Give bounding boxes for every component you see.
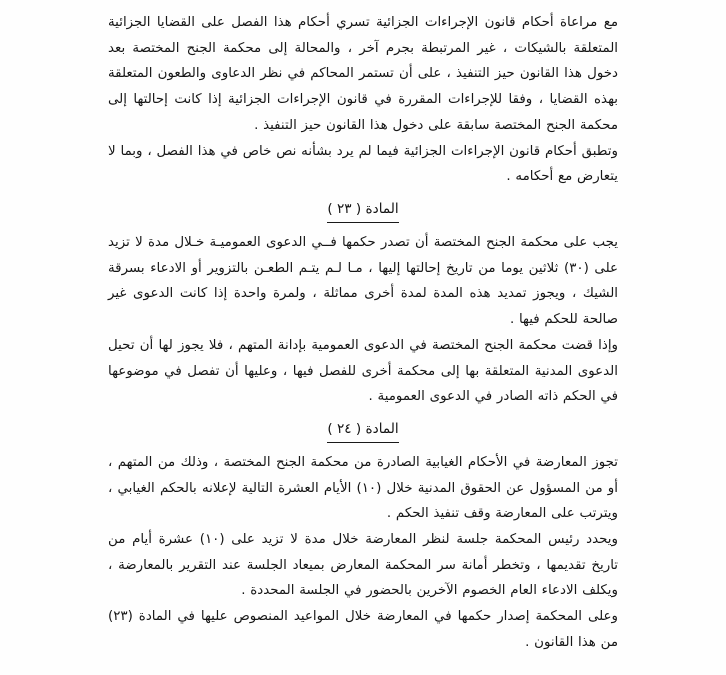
article-24-section: [108, 450, 618, 656]
intro-paragraph-2: وتطبق أحكام قانون الإجراءات الجزائية فيما لم يرد بشأنه نص خاص في هذا الفصل ، وبما لا يتعارض مع أحكامه .: [108, 143, 618, 185]
article-23-paragraph-2: وإذا قضت محكمة الجنح المختصة في الدعوى العمومية بإدانة المتهم ، فلا يجوز لها أن تحيل الدعوى المدنية المتعلقة بها إلى محكمة أخرى للفصل فيها ، وعليها أن تفصل في موضوعها في الحكم ذاته الصادر في الدعوى العمومية .: [108, 337, 618, 405]
article-23-paragraph-1: يجب على محكمة الجنح المختصة أن تصدر حكمها فــي الدعوى العموميـة خـلال مدة لا تزيد على (٣٠) ثلاثين يوما من تاريخ إحالتها إليها ، مـا لـم يتـم الطعـن بالتزوير أو الادعاء بسرقة الشيك ، ويجوز تمديد هذه المدة لمدة أخرى مماثلة ، ولمرة واحدة إذا كانت الدعوى غير صالحة للحكم فيها .: [108, 234, 618, 328]
article-24-heading: [108, 419, 618, 443]
article-23-heading-text: المادة ( ٢٣ ): [327, 199, 398, 223]
document-body: [108, 10, 618, 656]
article-24-paragraph-1: تجوز المعارضة في الأحكام الغيابية الصادرة من محكمة الجنح المختصة ، وذلك من المتهم ، أو من المسؤول عن الحقوق المدنية خلال (١٠) الأيام العشرة التالية لإعلانه بالحكم الغيابي ، ويترتب على المعارضة وقف تنفيذ الحكم .: [108, 454, 618, 522]
article-24-paragraph-2: ويحدد رئيس المحكمة جلسة لنظر المعارضة خلال مدة لا تزيد على (١٠) عشرة أيام من تاريخ تقديمها ، وتخطر أمانة سر المحكمة المعارض بميعاد الجلسة عند التقرير بالمعارضة ، ويكلف الادعاء العام الخصوم الآخرين بالحضور في الجلسة المحددة .: [108, 531, 618, 599]
article-24-heading-text: المادة ( ٢٤ ): [327, 419, 398, 443]
intro-paragraph: مع مراعاة أحكام قانون الإجراءات الجزائية تسري أحكام هذا الفصل على القضايا الجزائية المتعلقة بالشيكات ، غير المرتبطة بجرم آخر ، والمحالة إلى محكمة الجنح المختصة بعد دخول هذا القانون حيز التنفيذ ، على أن تستمر المحاكم في نظر الدعاوى والطعون المتعلقة بهذه القضايا ، وفقا للإجراءات المقررة في قانون الإجراءات الجزائية إذا كانت إحالتها إلى محكمة الجنح المختصة سابقة على دخول هذا القانون حيز التنفيذ .: [108, 15, 618, 133]
article-24-paragraph-3: وعلى المحكمة إصدار حكمها في المعارضة خلال المواعيد المنصوص عليها في المادة (٢٣) من هذا القانون .: [108, 609, 618, 650]
article-23-heading: [108, 199, 618, 223]
article-23-section: [108, 230, 618, 410]
intro-section: [108, 10, 618, 190]
